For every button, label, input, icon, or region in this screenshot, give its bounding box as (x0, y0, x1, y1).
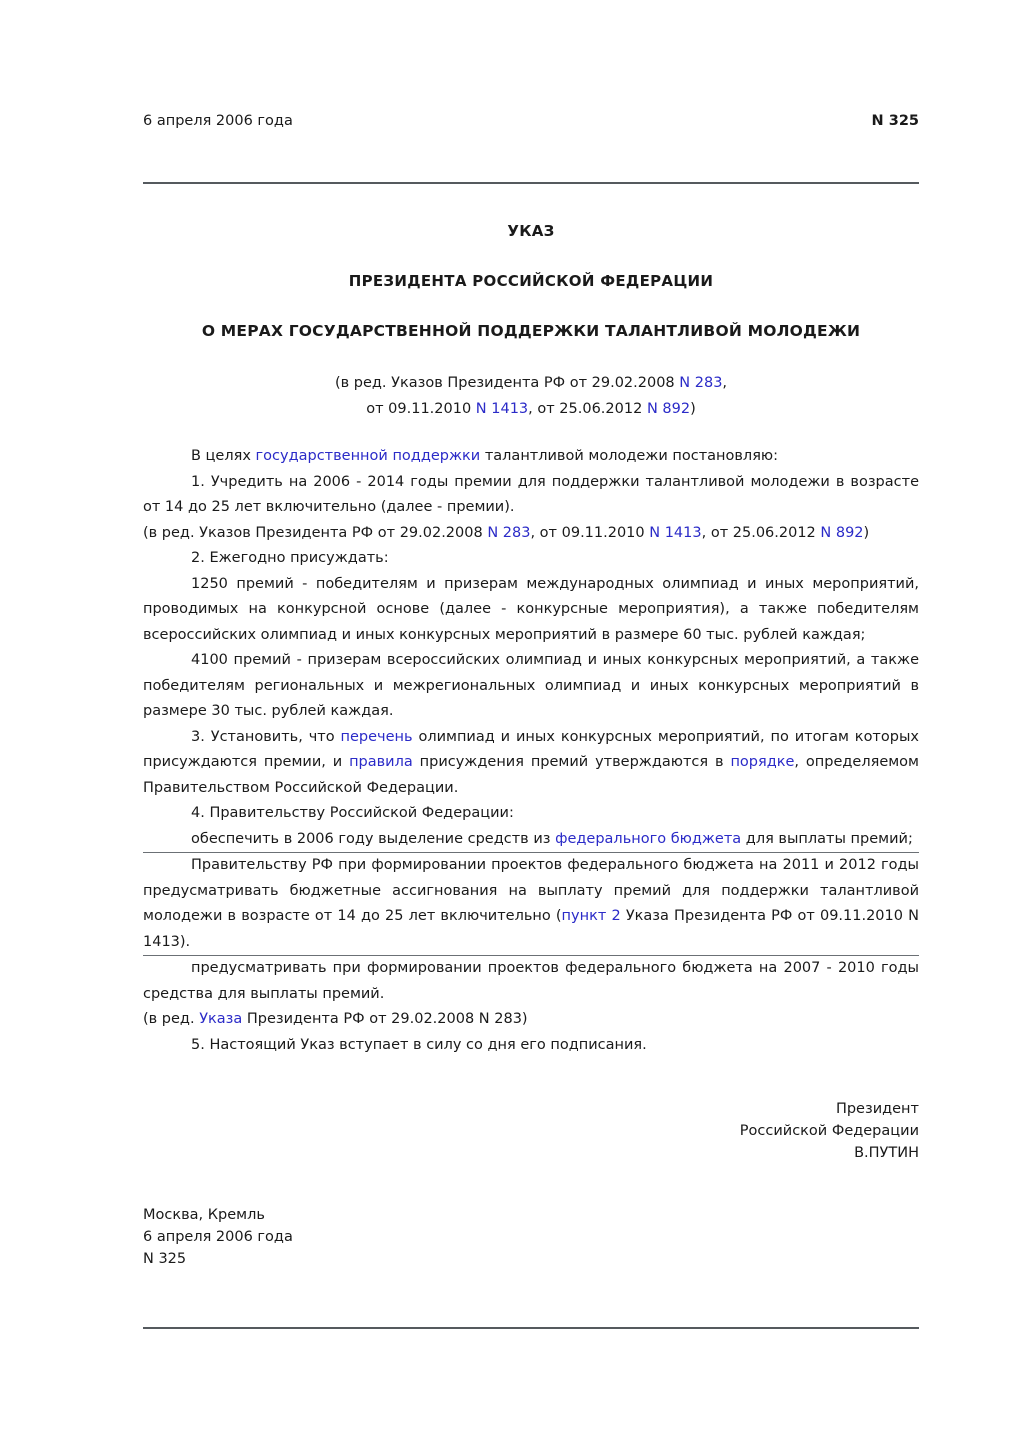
preamble-prefix: В целях (191, 448, 256, 464)
link-item1-ukaz-1413[interactable]: N 1413 (649, 524, 702, 541)
item1-ed-suffix: ) (863, 524, 870, 541)
title-block (143, 222, 919, 340)
document-body (143, 444, 919, 1058)
link-item1-ukaz-892[interactable]: N 892 (820, 524, 864, 541)
link-ukaz-1413[interactable]: N 1413 (475, 401, 529, 417)
link-punkt-2[interactable]: пункт 2 (561, 908, 621, 924)
title-authority: ПРЕЗИДЕНТА РОССИЙСКОЙ ФЕДЕРАЦИИ (348, 272, 714, 290)
link-gosudarstvennoy-podderzhki[interactable]: государственной поддержки (255, 448, 481, 464)
item3-part4: , определяемом Правительством Российской Федерации. (143, 754, 919, 796)
edition-note-line1-prefix: (в ред. Указов Президента РФ от 29.02.2008 (334, 375, 680, 391)
item3-part2: олимпиад и иных конкурсных мероприятий, по итогам которых присуждаются премии, и (143, 728, 919, 770)
item3-part1: 3. Установить, что (191, 728, 341, 745)
page-title: УКАЗ (507, 222, 555, 240)
title-subject: О МЕРАХ ГОСУДАРСТВЕННОЙ ПОДДЕРЖКИ ТАЛАНТЛИВОЙ МОЛОДЕЖИ (201, 322, 861, 340)
item1-ed-prefix: (в ред. Указов Президента РФ от 29.02.2008 (143, 524, 488, 541)
item4c-ed-suffix: Президента РФ от 29.02.2008 N 283) (242, 1011, 528, 1027)
link-federalnogo-byudzheta[interactable]: федерального бюджета (555, 830, 742, 847)
edition-note-line1-suffix: , (722, 375, 728, 391)
paragraph-item-5: 5. Настоящий Указ вступает в силу со дня его подписания. (191, 1036, 647, 1053)
link-ukaz-892[interactable]: N 892 (646, 401, 691, 417)
item4a-suffix: для выплаты премий; (741, 830, 913, 847)
edition-note (143, 370, 919, 422)
link-perechen[interactable]: перечень (340, 728, 413, 745)
signature-title: Президент (835, 1101, 919, 1117)
item4b-suffix: Указа Президента РФ от 09.11.2010 N 1413). (143, 908, 919, 950)
preamble-suffix: талантливой молодежи постановляю: (480, 448, 779, 464)
paragraph-item-1: 1. Учредить на 2006 - 2014 годы премии для поддержки талантливой молодежи в возрасте от 14 до 25 лет включительно (далее - премии). (143, 473, 919, 515)
edition-note-line2-prefix: от 09.11.2010 (366, 401, 476, 417)
link-poryadke[interactable]: порядке (730, 754, 795, 770)
footer-divider (143, 1327, 919, 1329)
item1-ed-mid2: , от 25.06.2012 (701, 524, 821, 541)
paragraph-item-2-prize-1250: 1250 премий - победителям и призерам международных олимпиад и иных мероприятий, проводимых на конкурсной основе (далее - конкурсные мероприятия), а также победителям всероссийских олимпиад и иных конкурсных мероприятий в размере 60 тыс. рублей каждая; (143, 575, 919, 643)
paragraph-item-4-c: предусматривать при формировании проектов федерального бюджета на 2007 - 2010 годы средства для выплаты премий. (143, 960, 919, 1002)
item4a-prefix: обеспечить в 2006 году выделение средств из (191, 830, 556, 847)
item4c-ed-prefix: (в ред. (143, 1011, 200, 1027)
document-header (143, 112, 919, 130)
place-date: 6 апреля 2006 года (143, 1229, 293, 1245)
paragraph-item-2-prize-4100: 4100 премий - призерам всероссийских олимпиад и иных конкурсных мероприятий, а также победителям региональных и межрегиональных олимпиад и иных конкурсных мероприятий в размере 30 тыс. рублей каждая. (143, 652, 919, 719)
item3-part3: присуждения премий утверждаются в (412, 754, 731, 770)
header-document-number: N 325 (871, 113, 919, 129)
place-number: N 325 (143, 1251, 187, 1267)
link-item1-ukaz-283[interactable]: N 283 (487, 524, 531, 541)
edition-note-line2 (143, 396, 919, 422)
edition-note-line2-mid: , от 25.06.2012 (528, 401, 647, 417)
item1-ed-mid1: , от 09.11.2010 (530, 524, 650, 541)
paragraph-item-4-b (143, 853, 919, 955)
signature-block (143, 1098, 919, 1164)
link-pravila[interactable]: правила (349, 754, 413, 770)
paragraph-preamble (143, 444, 919, 470)
item4b-prefix: Правительству РФ при формировании проектов федерального бюджета на 2011 и 2012 годы предусматривать бюджетные ассигнования на выплату премий для поддержки талантливой молодежи в возрасте от 14 до 25 лет включительно ( (143, 857, 919, 924)
link-ukaz-283[interactable]: N 283 (679, 375, 723, 391)
paragraph-item-3 (143, 725, 919, 802)
place-block (143, 1204, 919, 1270)
place-city: Москва, Кремль (143, 1207, 265, 1223)
link-ukaza[interactable]: Указа (199, 1011, 243, 1027)
header-date: 6 апреля 2006 года (143, 113, 293, 129)
header-divider (143, 182, 919, 184)
paragraph-item-1-edition (143, 521, 919, 547)
signature-authority: Российской Федерации (739, 1123, 919, 1139)
signature-name: В.ПУТИН (854, 1145, 919, 1161)
paragraph-item-4-a (143, 827, 919, 853)
document-content (143, 112, 919, 1329)
edition-note-line2-suffix: ) (690, 401, 696, 417)
paragraph-item-4: 4. Правительству Российской Федерации: (191, 805, 514, 821)
paragraph-item-4-c-edition (143, 1007, 919, 1033)
paragraph-item-2: 2. Ежегодно присуждать: (191, 550, 389, 566)
